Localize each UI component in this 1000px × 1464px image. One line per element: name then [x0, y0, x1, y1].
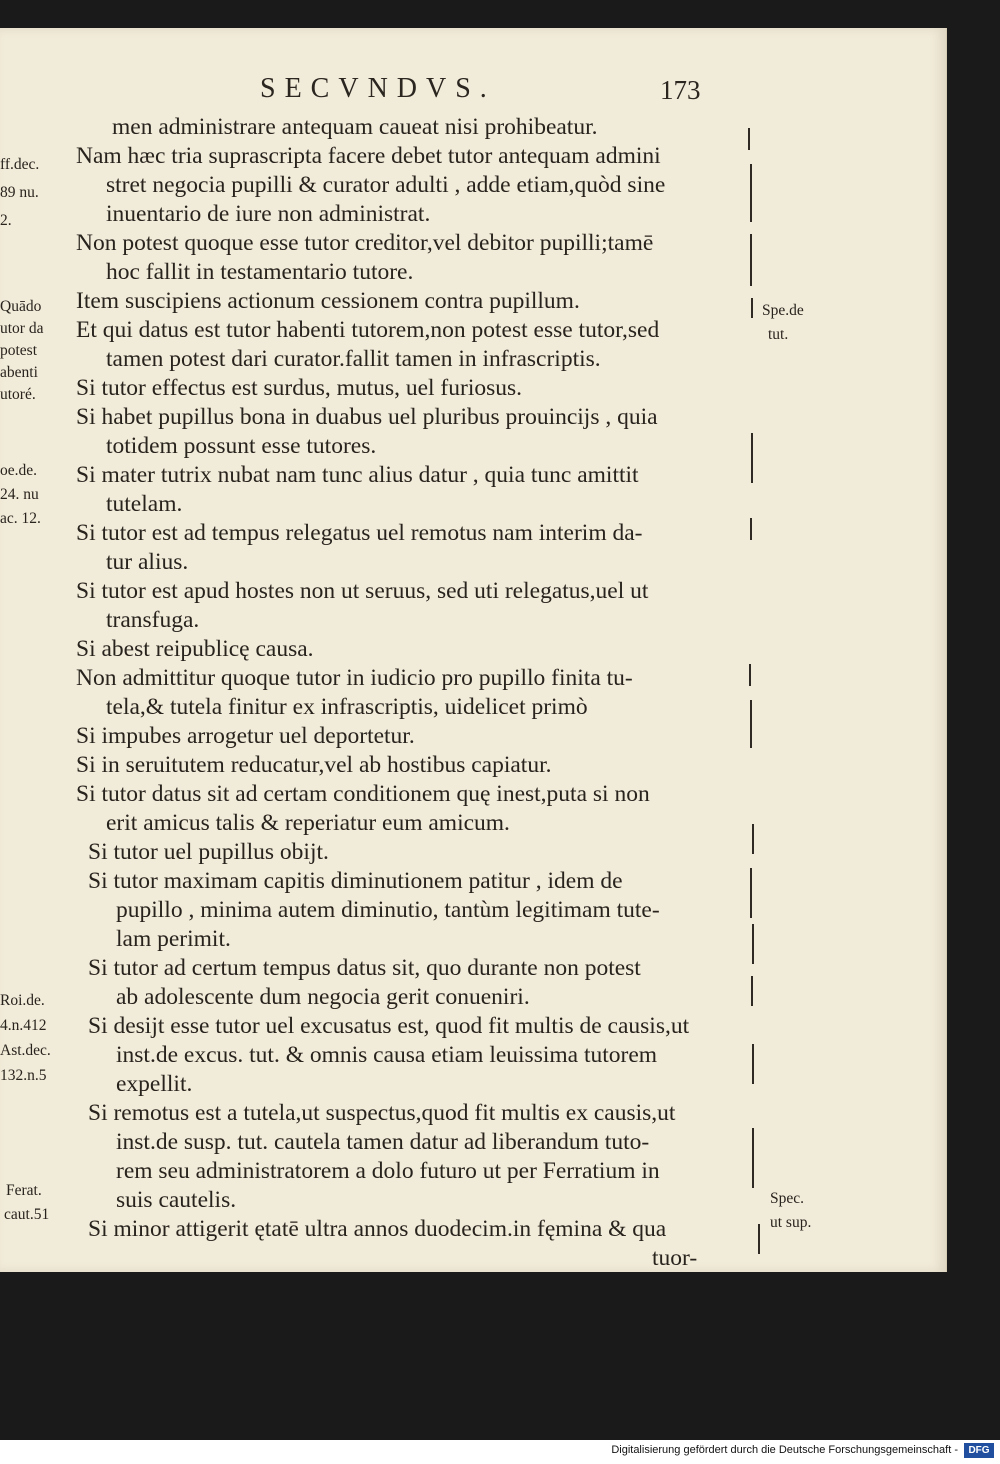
text-line: inuentario de iure non administrat. [106, 201, 431, 227]
running-title: SECVNDVS. [260, 73, 496, 104]
text-line: tela,& tutela finitur ex infrascriptis, uidelicet primò [106, 694, 588, 720]
text-line: Si remotus est a tutela,ut suspectus,quod fit multis ex causis,ut [88, 1100, 676, 1126]
text-line: Item suscipiens actionum cessionem contra pupillum. [76, 288, 580, 314]
text-line: tamen potest dari curator.fallit tamen in infrascriptis. [106, 346, 601, 372]
margin-rule [751, 298, 753, 318]
text-line: hoc fallit in testamentario tutore. [106, 259, 414, 285]
margin-note-left: Roi.de. [0, 992, 45, 1009]
page-header [0, 73, 946, 113]
margin-rule [750, 700, 752, 748]
margin-rule [749, 664, 751, 686]
text-line: expellit. [116, 1071, 193, 1097]
text-line: Et qui datus est tutor habenti tutorem,non potest esse tutor,sed [76, 317, 660, 343]
text-line: Si mater tutrix nubat nam tunc alius datur , quia tunc amittit [76, 462, 639, 488]
book-page [0, 28, 947, 1272]
funding-credit: Digitalisierung gefördert durch die Deutsche Forschungsgemeinschaft - [611, 1444, 958, 1456]
margin-note-left: 4.n.412 [0, 1017, 47, 1034]
margin-note-left: Ferat. [6, 1182, 42, 1199]
text-line: Si tutor ad certum tempus datus sit, quo durante non potest [88, 955, 641, 981]
text-line: Si tutor est apud hostes non ut seruus, sed uti relegatus,uel ut [76, 578, 649, 604]
margin-rule [758, 1224, 760, 1254]
text-line: totidem possunt esse tutores. [106, 433, 377, 459]
margin-note-left: oe.de. [0, 462, 38, 479]
margin-note-left: caut.51 [4, 1206, 50, 1223]
margin-rule [751, 976, 753, 1006]
text-line: tutelam. [106, 491, 183, 517]
margin-rule [752, 1044, 754, 1084]
text-line: Si habet pupillus bona in duabus uel pluribus prouincijs , quia [76, 404, 658, 430]
text-line: Si abest reipublicę causa. [76, 636, 314, 662]
text-line: Si in seruitutem reducatur,vel ab hostibus capiatur. [76, 752, 552, 778]
margin-rule [752, 824, 754, 854]
text-line: Si tutor est ad tempus relegatus uel remotus nam interim da- [76, 520, 643, 546]
margin-rule [750, 234, 752, 286]
text-line: lam perimit. [116, 926, 231, 952]
margin-note-left: utoré. [0, 386, 36, 403]
text-line: ab adolescente dum negocia gerit conueniri. [116, 984, 530, 1010]
text-line: rem seu administratorem a dolo futuro ut per Ferratium in [116, 1158, 660, 1184]
margin-note-left: abenti [0, 364, 38, 381]
margin-note-left: potest [0, 342, 38, 359]
margin-note-left: utor da [0, 320, 44, 337]
folio-number: 173 [660, 75, 701, 105]
text-line: men administrare antequam caueat nisi prohibeatur. [112, 114, 598, 140]
dfg-logo-icon: DFG [964, 1443, 994, 1458]
text-line: Si desijt esse tutor uel excusatus est, quod fit multis de causis,ut [88, 1013, 690, 1039]
margin-note-right: Spec. [770, 1190, 805, 1207]
margin-rule [750, 164, 752, 222]
margin-note-left: Quādo [0, 298, 42, 315]
text-line: Si impubes arrogetur uel deportetur. [76, 723, 415, 749]
text-line: inst.de excus. tut. & omnis causa etiam leuissima tutorem [116, 1042, 658, 1068]
text-line: suis cautelis. [116, 1187, 237, 1213]
margin-note-left: 89 nu. [0, 184, 39, 201]
text-line: Si tutor effectus est surdus, mutus, uel furiosus. [76, 375, 523, 401]
text-line: inst.de susp. tut. cautela tamen datur ad liberandum tuto- [116, 1129, 650, 1155]
text-line: Si minor attigerit ętatē ultra annos duodecim.in fęmina & qua [88, 1216, 667, 1242]
text-line: Nam hæc tria suprascripta facere debet tutor antequam admini [76, 143, 661, 169]
margin-rule [752, 924, 754, 964]
text-line: Non potest quoque esse tutor creditor,vel debitor pupilli;tamē [76, 230, 654, 256]
margin-rule [752, 1128, 754, 1188]
margin-rule [748, 128, 750, 150]
text-line: tur alius. [106, 549, 189, 575]
margin-note-right: tut. [768, 326, 789, 343]
text-line: Si tutor datus sit ad certam conditionem quę inest,puta si non [76, 781, 650, 807]
margin-note-left: 2. [0, 212, 12, 229]
text-line: erit amicus talis & reperiatur eum amicum. [106, 810, 510, 836]
margin-note-right: Spe.de [762, 302, 804, 319]
margin-note-left: 132.n.5 [0, 1067, 47, 1084]
margin-note-right: ut sup. [770, 1214, 812, 1231]
margin-note-left: ac. 12. [0, 510, 41, 527]
text-line: tuor- [652, 1245, 698, 1271]
margin-rule [750, 868, 752, 918]
text-line: Non admittitur quoque tutor in iudicio pro pupillo finita tu- [76, 665, 633, 691]
margin-note-left: 24. nu [0, 486, 39, 503]
margin-note-left: ff.dec. [0, 156, 40, 173]
text-line: stret negocia pupilli & curator adulti , adde etiam,quòd sine [106, 172, 666, 198]
text-line: Si tutor maximam capitis diminutionem patitur , idem de [88, 868, 623, 894]
margin-rule [751, 433, 753, 483]
margin-note-left: Ast.dec. [0, 1042, 51, 1059]
text-line: transfuga. [106, 607, 200, 633]
margin-rule [750, 518, 752, 540]
text-line: pupillo , minima autem diminutio, tantùm legitimam tute- [116, 897, 660, 923]
text-line: Si tutor uel pupillus obijt. [88, 839, 329, 865]
credit-bar [0, 1440, 1000, 1464]
